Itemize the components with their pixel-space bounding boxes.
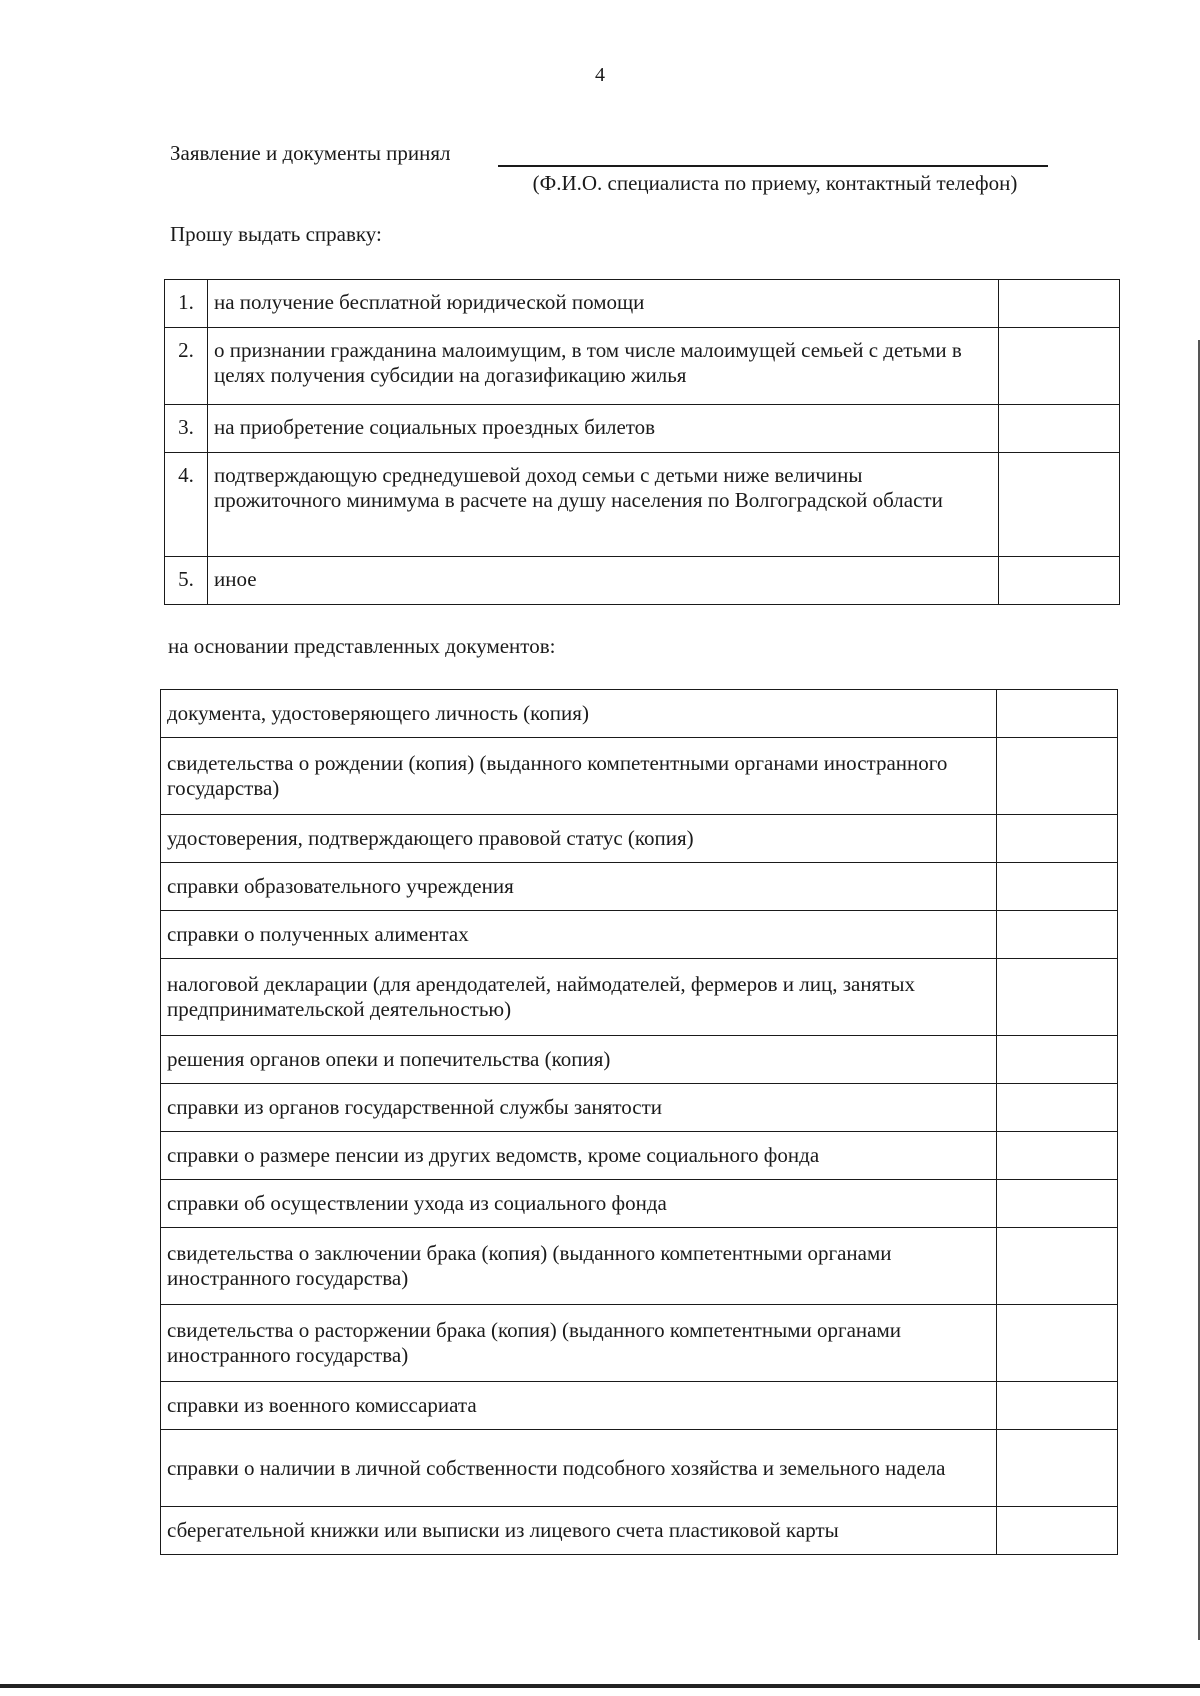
row-number: 2. bbox=[165, 328, 208, 405]
signature-line bbox=[498, 165, 1048, 167]
mark-cell[interactable] bbox=[997, 863, 1118, 911]
option-text: иное bbox=[208, 557, 999, 605]
document-text: справки о размере пенсии из других ведомств, кроме социального фонда bbox=[161, 1132, 997, 1180]
page-number: 4 bbox=[595, 64, 605, 86]
table-row bbox=[165, 557, 1120, 605]
mark-cell[interactable] bbox=[997, 1132, 1118, 1180]
document-text: справки об осуществлении ухода из социального фонда bbox=[161, 1180, 997, 1228]
accepted-by-label: Заявление и документы принял bbox=[170, 141, 451, 165]
mark-cell[interactable] bbox=[997, 815, 1118, 863]
option-text: о признании гражданина малоимущим, в том числе малоимущей семьей с детьми в целях получения субсидии на догазификацию жилья bbox=[208, 328, 999, 405]
table-row bbox=[165, 328, 1120, 405]
document-text: справки образовательного учреждения bbox=[161, 863, 997, 911]
accepted-by-caption: (Ф.И.О. специалиста по приему, контактный телефон) bbox=[532, 171, 1018, 195]
mark-cell[interactable] bbox=[999, 328, 1120, 405]
document-text: удостоверения, подтверждающего правовой статус (копия) bbox=[161, 815, 997, 863]
mark-cell[interactable] bbox=[997, 690, 1118, 738]
table-row bbox=[161, 738, 1118, 815]
mark-cell[interactable] bbox=[997, 959, 1118, 1036]
table-row bbox=[161, 1507, 1118, 1555]
document-text: свидетельства о заключении брака (копия) (выданного компетентными органами иностранного государства) bbox=[161, 1228, 997, 1305]
mark-cell[interactable] bbox=[997, 738, 1118, 815]
table-row bbox=[161, 1036, 1118, 1084]
document-text: документа, удостоверяющего личность (копия) bbox=[161, 690, 997, 738]
row-number: 1. bbox=[165, 280, 208, 328]
mark-cell[interactable] bbox=[997, 1382, 1118, 1430]
row-number: 3. bbox=[165, 405, 208, 453]
table-row bbox=[161, 1305, 1118, 1382]
row-number: 4. bbox=[165, 453, 208, 557]
table-row bbox=[161, 911, 1118, 959]
basis-label: на основании представленных документов: bbox=[168, 634, 556, 658]
document-text: решения органов опеки и попечительства (копия) bbox=[161, 1036, 997, 1084]
table-row bbox=[161, 1084, 1118, 1132]
mark-cell[interactable] bbox=[997, 1228, 1118, 1305]
document-text: справки из военного комиссариата bbox=[161, 1382, 997, 1430]
table-row bbox=[165, 453, 1120, 557]
document-text: справки из органов государственной службы занятости bbox=[161, 1084, 997, 1132]
table-row bbox=[161, 959, 1118, 1036]
document-text: свидетельства о рождении (копия) (выданного компетентными органами иностранного государства) bbox=[161, 738, 997, 815]
mark-cell[interactable] bbox=[997, 1430, 1118, 1507]
mark-cell[interactable] bbox=[997, 1305, 1118, 1382]
mark-cell[interactable] bbox=[997, 1507, 1118, 1555]
certificate-options-table bbox=[164, 279, 1120, 605]
mark-cell[interactable] bbox=[997, 1180, 1118, 1228]
mark-cell[interactable] bbox=[997, 911, 1118, 959]
mark-cell[interactable] bbox=[999, 453, 1120, 557]
table-row bbox=[161, 1132, 1118, 1180]
document-text: справки о наличии в личной собственности подсобного хозяйства и земельного надела bbox=[161, 1430, 997, 1507]
request-label: Прошу выдать справку: bbox=[170, 222, 382, 246]
row-number: 5. bbox=[165, 557, 208, 605]
option-text: на приобретение социальных проездных билетов bbox=[208, 405, 999, 453]
table-row bbox=[161, 863, 1118, 911]
option-text: на получение бесплатной юридической помощи bbox=[208, 280, 999, 328]
mark-cell[interactable] bbox=[999, 405, 1120, 453]
document-text: свидетельства о расторжении брака (копия) (выданного компетентными органами иностранного государства) bbox=[161, 1305, 997, 1382]
mark-cell[interactable] bbox=[997, 1084, 1118, 1132]
scan-edge-bottom bbox=[0, 1684, 1200, 1688]
mark-cell[interactable] bbox=[997, 1036, 1118, 1084]
document-text: сберегательной книжки или выписки из лицевого счета пластиковой карты bbox=[161, 1507, 997, 1555]
table-row bbox=[161, 1382, 1118, 1430]
document-text: справки о полученных алиментах bbox=[161, 911, 997, 959]
table-row bbox=[161, 690, 1118, 738]
table-row bbox=[165, 405, 1120, 453]
documents-table bbox=[160, 689, 1118, 1555]
document-text: налоговой декларации (для арендодателей, наймодателей, фермеров и лиц, занятых предпринимательской деятельностью) bbox=[161, 959, 997, 1036]
option-text: подтверждающую среднедушевой доход семьи с детьми ниже величины прожиточного минимума в расчете на душу населения по Волгоградской области bbox=[208, 453, 999, 557]
mark-cell[interactable] bbox=[999, 557, 1120, 605]
table-row bbox=[161, 1430, 1118, 1507]
table-row bbox=[161, 1228, 1118, 1305]
table-row bbox=[161, 1180, 1118, 1228]
table-row bbox=[161, 815, 1118, 863]
mark-cell[interactable] bbox=[999, 280, 1120, 328]
table-row bbox=[165, 280, 1120, 328]
